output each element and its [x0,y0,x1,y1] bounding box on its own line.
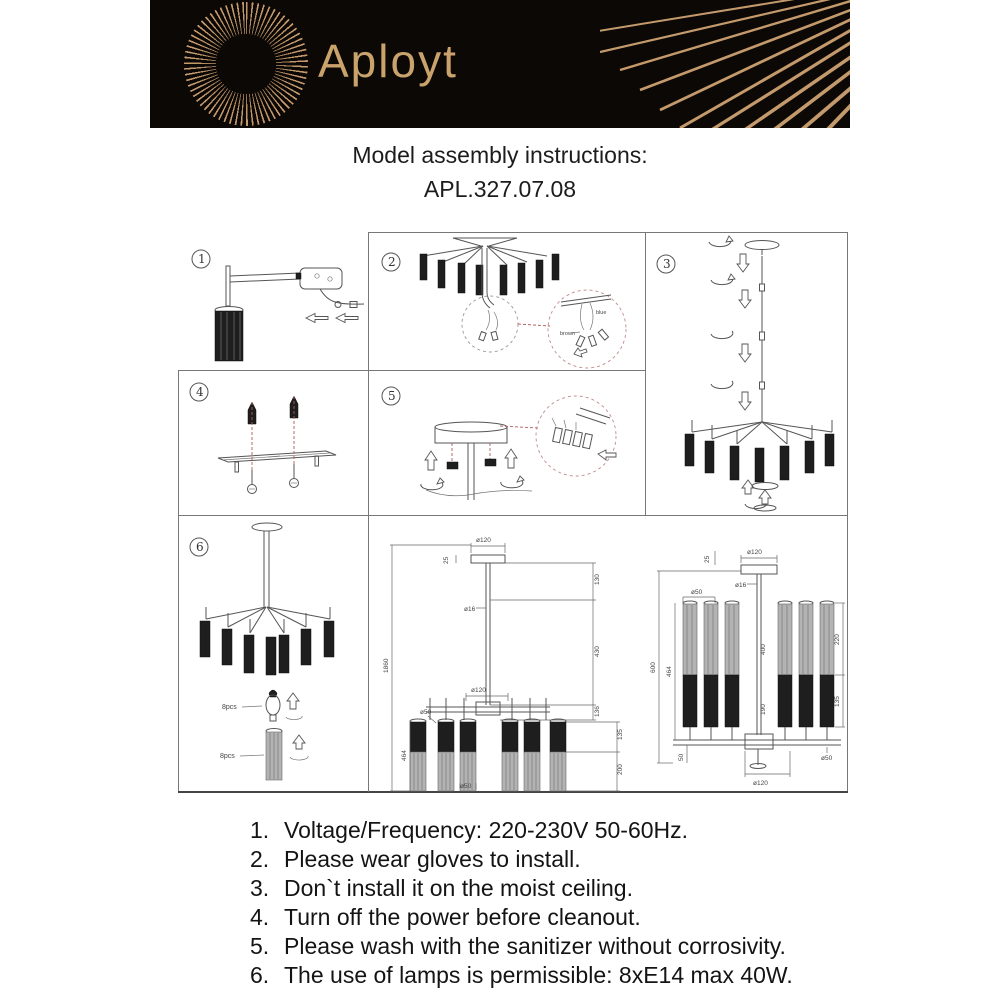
instruction-item [250,874,890,903]
dim-canopy-diameter: ø120 [747,549,762,556]
panel-step-4 [178,370,368,515]
shade-columns [410,719,566,791]
instruction-number: 3. [250,875,270,901]
screw-icon [447,462,458,469]
canopy-mounting-diagram [421,396,616,500]
arrow-icon [598,450,616,460]
screw-icon [485,459,496,466]
step-number: 4 [196,385,204,399]
instruction-item [250,932,890,961]
model-code: APL.327.07.08 [423,176,577,202]
arrow-left-icon [306,314,328,323]
instruction-list [250,816,890,990]
screw-icon [248,470,257,494]
dim-shade-upper: 135 [617,729,624,740]
content-column [150,0,850,1000]
dimension-drawing-front [368,515,645,792]
dim-shade-section: 464 [401,750,408,761]
detail-circle-small [462,296,518,352]
arrow-left-icon [336,314,358,323]
shade-columns [683,601,834,740]
instruction-text: Please wear gloves to install. [284,846,581,872]
dim-rod-diameter: ø16 [464,606,476,613]
chandelier-body [685,420,834,482]
chandelier-wiring-diagram [420,238,626,368]
arrow-down-icon [737,254,749,272]
dim-hub-stem: 190 [760,704,767,715]
instruction-text: Voltage/Frequency: 220-230V 50-60Hz. [284,817,689,843]
instruction-number: 2. [250,846,270,872]
wire-label-blue: blue [596,310,607,316]
dim-shade-lower: 200 [617,764,624,775]
arrow-down-icon [739,392,751,410]
rod-exploded-diagram [685,236,834,511]
dim-canopy-height: 25 [704,555,711,563]
rays-decoration-icon [600,0,850,128]
instruction-text: Please wash with the sanitizer without corrosivity. [284,933,786,959]
step-number: 6 [196,540,204,554]
panel-step-5 [368,370,645,515]
shade-cylinder [215,311,243,361]
arrow-up-icon [505,449,517,468]
bulb-icon [266,690,280,721]
screw-icon [290,464,299,488]
side-view-drawing [650,549,845,787]
instruction-item [250,845,890,874]
panel-step-1 [178,232,368,370]
dim-shade-bottom-diameter: ø50 [460,783,472,790]
shade-part [266,729,282,781]
panel-step-6 [178,515,368,792]
dim-segment-hub: 136 [594,706,601,717]
screw-icon [296,273,301,279]
shade-cylinders [420,254,559,295]
step-number: 2 [388,255,396,269]
step-number: 3 [663,257,671,271]
dim-canopy-diameter: ø120 [476,537,491,544]
instruction-item [250,961,890,990]
dim-rod-diameter: ø16 [735,582,747,589]
dim-shade-lower: 135 [834,696,841,707]
shade-qty-label: 8pcs [220,753,235,760]
instruction-number: 6. [250,962,270,988]
title-line1: Model assembly instructions: [352,142,648,168]
dim-shade-section: 464 [666,666,673,677]
detail-circle [536,396,616,476]
dim-shade-diameter-top: ø50 [691,589,703,596]
dim-overall-height: 1860 [383,658,390,673]
panel-step-3 [645,232,848,515]
dim-segment-rod: 430 [594,646,601,657]
arrow-up-icon [287,693,299,709]
page-title [150,138,850,206]
arm-posts [430,698,546,720]
dim-bottom-offset: 50 [678,753,685,761]
dim-shade-upper: 220 [834,634,841,645]
dim-segment-upper: 130 [594,574,601,585]
instruction-number: 5. [250,933,270,959]
instruction-text: The use of lamps is permissible: 8xE14 max 40W. [284,962,793,988]
panel-step-2 [368,232,645,370]
step-number: 1 [198,252,206,266]
terminal-block [552,408,616,460]
dim-canopy-height: 25 [443,556,450,564]
complete-fixture-diagram [200,523,334,780]
dim-shade-diameter-right: ø50 [821,755,833,762]
dim-rod-length: 400 [760,644,767,655]
arrow-down-icon [739,290,751,308]
arrow-up-icon [293,735,305,749]
step-number: 5 [388,389,396,403]
instruction-number: 1. [250,817,270,843]
dim-hub-diameter: ø120 [471,687,486,694]
instruction-item [250,903,890,932]
brand-name: Aployt [318,35,458,87]
bulb-qty-label: 8pcs [222,704,237,711]
arrow-up-icon [425,451,437,470]
instruction-item [250,816,890,845]
sunburst-logo-icon [184,2,308,126]
instruction-text: Turn off the power before cleanout. [284,904,641,930]
arrow-down-icon [739,344,751,362]
instruction-number: 4. [250,904,270,930]
front-view-drawing [383,537,624,791]
detail-circle-large [548,290,626,368]
header-band [150,0,850,128]
dim-overall-height: 600 [650,662,657,673]
shade-cylinders [200,621,334,675]
wire-label-brown: brown [560,331,575,337]
dim-hub-diameter: ø120 [753,780,768,787]
diagram-grid [178,232,848,792]
dimension-drawing-side [645,515,848,792]
arm-assembly-diagram [215,266,364,361]
instruction-text: Don`t install it on the moist ceiling. [284,875,633,901]
dim-shade-diameter: ø50 [420,709,432,716]
mounting-bracket-diagram [218,396,336,494]
